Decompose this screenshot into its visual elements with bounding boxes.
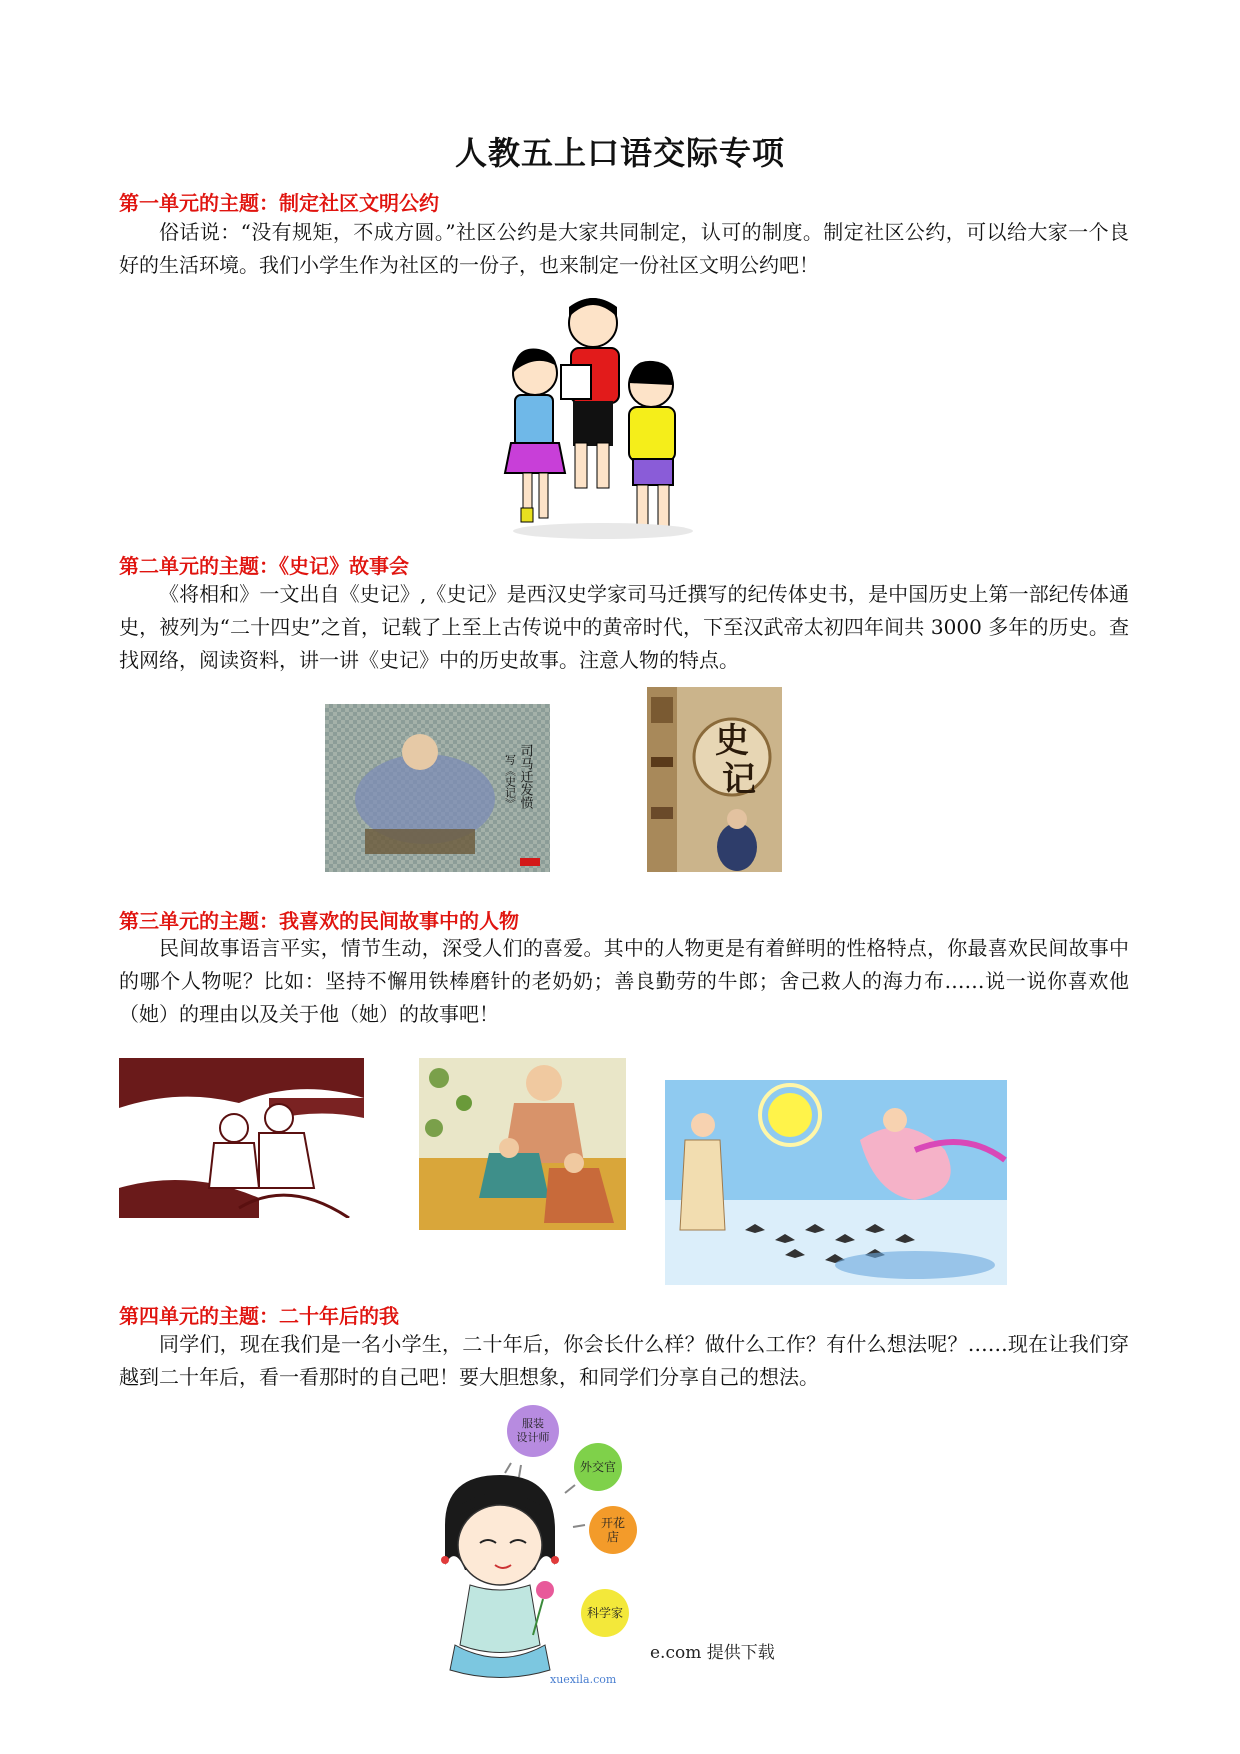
unit-4-heading: 第四单元的主题：二十年后的我 — [119, 1304, 399, 1328]
bubble-career-2: 外交官 — [579, 1460, 617, 1474]
unit-2-heading: 第二单元的主题：《史记》故事会 — [119, 554, 409, 578]
book-title-char-1: 史 — [715, 721, 749, 761]
svg-text:店: 店 — [606, 1530, 620, 1544]
children-discussing-illustration — [503, 293, 703, 543]
svg-text:设计师: 设计师 — [516, 1431, 550, 1444]
girl-future-careers-illustration — [425, 1395, 675, 1685]
unit-2-text: 《将相和》一文出自《史记》,《史记》是西汉史学家司马迁撰写的纪传体史书，是中国历史上第一部纪传体通史，被列为“二十四史”之首，记载了上至上古传说中的黄帝时代，下至汉武帝太初四年间共 3000 多年的历史。查找网络，阅读资料，讲一讲《史记》中的历史故事。注意人物的特点。 — [119, 582, 1129, 672]
book-title-char-2: 记 — [722, 760, 756, 800]
footer-download-text: e.com 提供下载 — [650, 1643, 775, 1663]
cowherd-weaver-girl-image — [665, 1080, 1007, 1285]
unit-1-text: 俗话说：“没有规矩，不成方圆。”社区公约是大家共同制定，认可的制度。制定社区公约，可以给大家一个良好的生活环境。我们小学生作为社区的一份子，也来制定一份社区文明公约吧！ — [119, 220, 1129, 277]
page-title: 人教五上口语交际专项 — [454, 134, 785, 172]
unit-3-heading: 第三单元的主题：我喜欢的民间故事中的人物 — [119, 909, 519, 933]
bubble-career-4: 科学家 — [586, 1606, 624, 1620]
unit-3-text: 民间故事语言平实，情节生动，深受人们的喜爱。其中的人物更是有着鲜明的性格特点，你最喜欢民间故事中的哪个人物呢？比如：坚持不懈用铁棒磨针的老奶奶；善良勤劳的牛郎；舍己救人的海力布……说一说你喜欢他（她）的理由以及关于他（她）的故事吧！ — [119, 936, 1129, 1026]
bubble-career-3: 开花 — [600, 1516, 626, 1530]
bubble-career-1: 服装 — [522, 1417, 544, 1430]
unit-4-text: 同学们，现在我们是一名小学生，二十年后，你会长什么样？做什么工作？有什么想法呢？……现在让我们穿越到二十年后，看一看那时的自己吧！要大胆想象，和同学们分享自己的想法。 — [119, 1332, 1129, 1389]
old-woman-grinding-needle-image — [119, 1058, 364, 1218]
sima-qian-writing-image — [325, 704, 550, 872]
hailibu-story-image — [419, 1058, 626, 1230]
unit-1-heading: 第一单元的主题：制定社区文明公约 — [119, 191, 439, 215]
poster-caption-2: 写《史记》 — [503, 754, 517, 809]
poster-caption-1: 司马迁发愤 — [517, 744, 533, 809]
watermark-text: xuexila.com — [550, 1673, 617, 1685]
shiji-book-cover-image — [647, 687, 782, 872]
